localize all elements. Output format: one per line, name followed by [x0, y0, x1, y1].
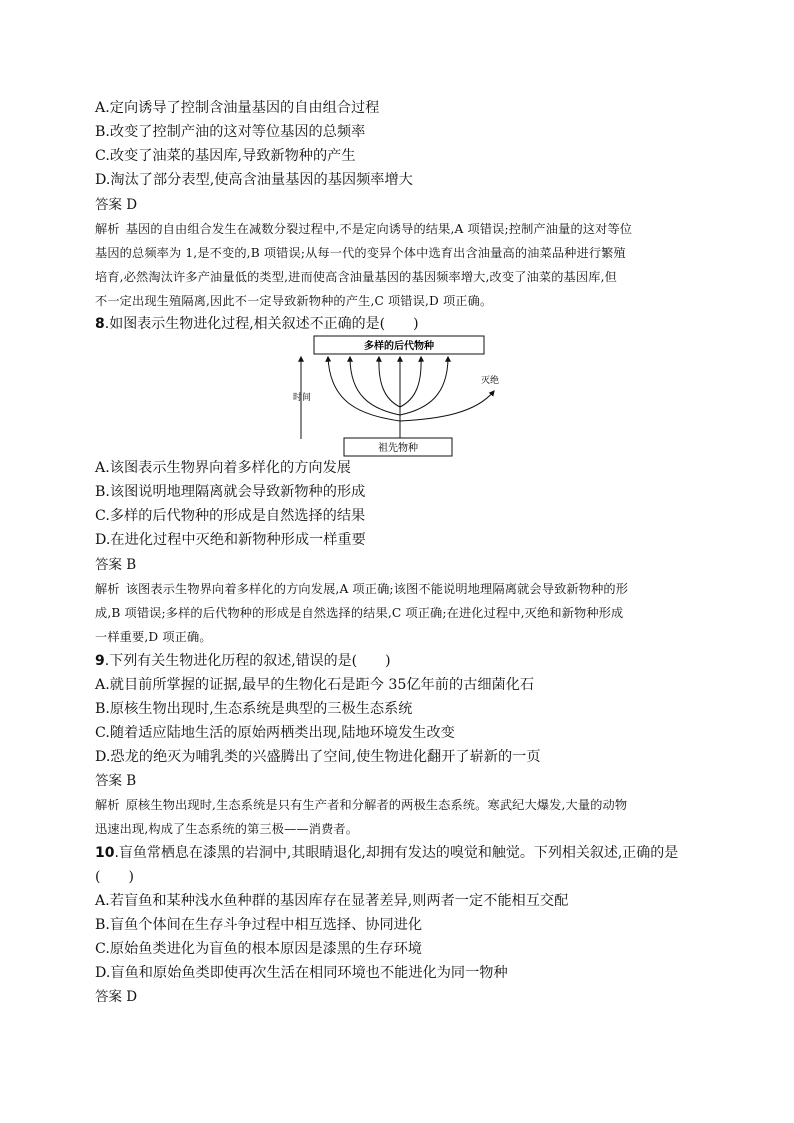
q10-answer: 答案 D: [95, 989, 138, 1005]
ancestor-species-label: 祖先物种: [378, 443, 418, 454]
q10-option-c: C.原始鱼类进化为盲鱼的根本原因是漆黑的生存环境: [95, 941, 422, 957]
q9-explanation-line-2: 迅速出现,构成了生态系统的第三极——消费者。: [95, 822, 359, 836]
q8-explanation-line-3: 一样重要,D 项正确。: [95, 630, 212, 644]
q10-option-d: D.盲鱼和原始鱼类即使再次生活在相同环境也不能进化为同一物种: [95, 965, 508, 981]
q7-option-a: A.定向诱导了控制含油量基因的自由组合过程: [95, 100, 380, 116]
q10-number: 10: [95, 845, 115, 861]
q7-explanation-label: 解析: [95, 222, 120, 236]
time-label: 时间: [292, 393, 312, 403]
q8-number: 8: [95, 316, 105, 332]
q10-option-b: B.盲鱼个体间在生存斗争过程中相互选择、协同进化: [95, 917, 423, 933]
q9-explanation-label: 解析: [95, 798, 120, 812]
q8-option-a: A.该图表示生物界向着多样化的方向发展: [95, 460, 351, 476]
q10-stem-continuation: ( ): [95, 869, 134, 885]
q8-option-c: C.多样的后代物种的形成是自然选择的结果: [95, 508, 366, 524]
q8-explanation-label: 解析: [95, 582, 120, 596]
q7-explanation-text-1: 基因的自由组合发生在减数分裂过程中,不是定向诱导的结果,A 项错误;控制产油量的这对等位: [125, 222, 633, 236]
q9-explanation-text-1: 原核生物出现时,生态系统是只有生产者和分解者的两极生态系统。寒武纪大爆发,大量的动物: [125, 798, 628, 812]
evolution-branches: [328, 357, 494, 438]
q10-stem-text: .盲鱼常栖息在漆黑的岩洞中,其眼睛退化,却拥有发达的嗅觉和触觉。下列相关叙述,正确的是: [114, 845, 679, 861]
q10-stem: [95, 843, 678, 863]
q7-explanation-line-3: 培育,必然淘汰许多产油量低的类型,进而使高含油量基因的基因频率增大,改变了油菜的基因库,但: [95, 270, 617, 284]
extinct-label: 灭绝: [480, 376, 500, 386]
q9-option-d: D.恐龙的绝灭为哺乳类的兴盛腾出了空间,使生物进化翻开了崭新的一页: [95, 749, 541, 765]
q8-option-d: D.在进化过程中灭绝和新物种形成一样重要: [95, 532, 366, 548]
q9-stem: [95, 651, 391, 671]
q7-explanation-line-4: 不一定出现生殖隔离,因此不一定导致新物种的产生,C 项错误,D 项正确。: [95, 294, 493, 308]
q8-stem: [95, 314, 419, 334]
descendant-species-label: 多样的后代物种: [364, 341, 434, 352]
q7-explanation-line-1: [95, 219, 632, 239]
q9-option-c: C.随着适应陆地生活的原始两栖类出现,陆地环境发生改变: [95, 725, 455, 741]
evolution-diagram: [280, 333, 520, 461]
q8-answer: 答案 B: [95, 557, 137, 573]
q7-option-c: C.改变了油菜的基因库,导致新物种的产生: [95, 148, 356, 164]
q9-stem-text: .下列有关生物进化历程的叙述,错误的是( ): [104, 653, 391, 669]
q9-answer: 答案 B: [95, 773, 137, 789]
q9-explanation-line-1: [95, 795, 627, 815]
q8-stem-text: .如图表示生物进化过程,相关叙述不正确的是( ): [104, 316, 419, 332]
q8-option-b: B.该图说明地理隔离就会导致新物种的形成: [95, 484, 366, 500]
q8-explanation-line-2: 成,B 项错误;多样的后代物种的形成是自然选择的结果,C 项正确;在进化过程中,灭绝和新物种形成: [95, 606, 624, 620]
q9-option-a: A.就目前所掌握的证据,最早的生物化石是距今 35亿年前的古细菌化石: [95, 677, 535, 693]
q7-option-d: D.淘汰了部分表型,使高含油量基因的基因频率增大: [95, 172, 413, 188]
q10-option-a: A.若盲鱼和某种浅水鱼种群的基因库存在显著差异,则两者一定不能相互交配: [95, 893, 569, 909]
q7-answer: 答案 D: [95, 197, 138, 213]
q7-option-b: B.改变了控制产油的这对等位基因的总频率: [95, 124, 366, 140]
q9-option-b: B.原核生物出现时,生态系统是典型的三极生态系统: [95, 701, 413, 717]
q7-explanation-line-2: 基因的总频率为 1,是不变的,B 项错误;从每一代的变异个体中选育出含油量高的油菜品种进行繁殖: [95, 246, 626, 260]
q9-number: 9: [95, 653, 105, 669]
q8-explanation-line-1: [95, 579, 628, 599]
q8-explanation-text-1: 该图表示生物界向着多样化的方向发展,A 项正确;该图不能说明地理隔离就会导致新物种的形: [125, 582, 629, 596]
